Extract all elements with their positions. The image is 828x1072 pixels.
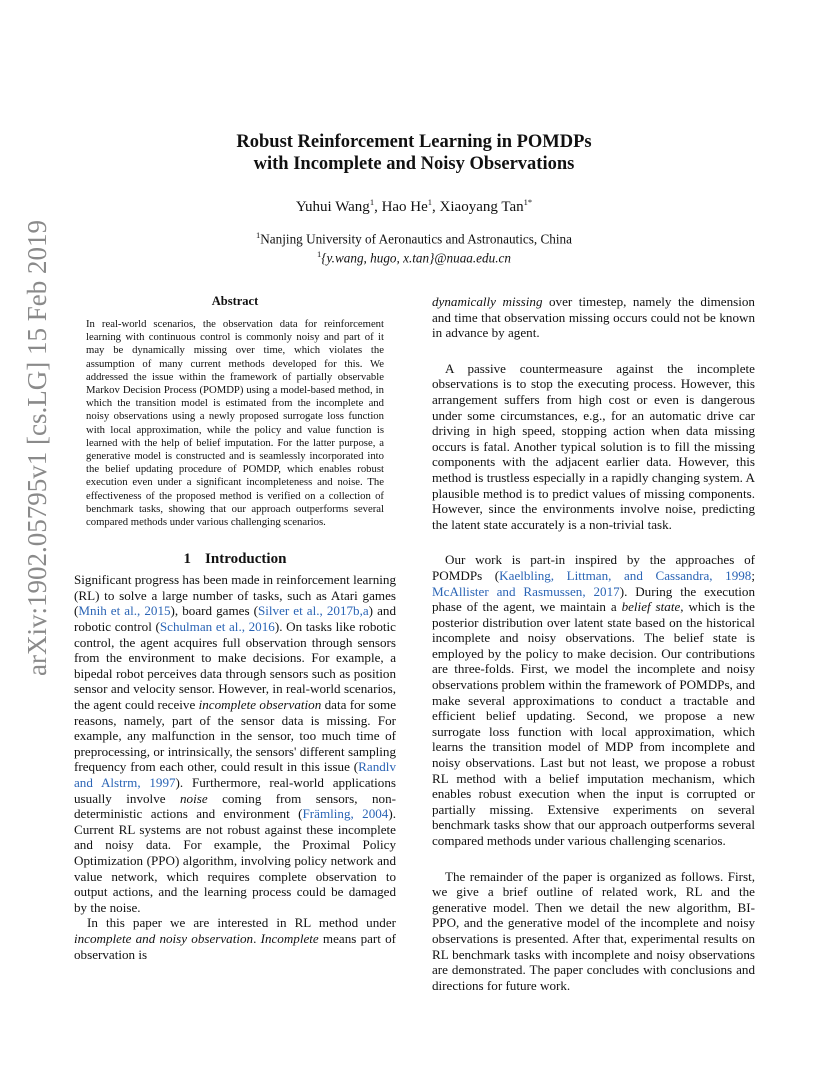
author-name: Yuhui Wang	[295, 199, 370, 215]
affiliation-block	[100, 228, 728, 266]
text-run: ). During the execution phase of the agent, we maintain a	[432, 583, 755, 615]
email-sup: 1	[317, 248, 322, 259]
section-number: 1	[183, 551, 192, 568]
text-run: .	[253, 930, 261, 946]
abstract-text: In real-world scenarios, the observation data for reinforcement learning with continuous control is commonly noisy and part of it may be dynamically missing over time, which violates the assumption of many current methods developed for this. We addressed the issue within the framework of partially observable Markov Decision Process (POMDP) using a model-based method, in which the transition model is estimated from the incomplete and noisy observations using a newly proposed surrogate loss function with local approximation, while the policy and value function is learned with the help of belief imputation. For the latter purpose, a generative model is constructed and is seamlessly incorporated into the belief updating procedure of POMDP, which enables robust execution even under a significant incompleteness and noise. The effectiveness of the proposed method is verified on a collection of benchmark tasks, showing that our approach outperforms several compared methods under various challenging scenarios.	[86, 318, 384, 529]
text-run: coming from sensors, non-deterministic actions and environment (	[74, 790, 396, 822]
intro-paragraph-3: A passive countermeasure against the incomplete observations is to stop the executing process. However, this arrangement suffers from high cost or even is dangerous under some circumstances, e.g., for an automatic drive car driving in high speed, stopping action when data missing occurs is fatal. Another typical solution is to fill the missing components with the adjacent earlier data. However, this method is trustless especially in a rapidly changing system. A plausible method is to predict values of missing components. However, since the environments involve noise, predicting the latent state accurately is a non-trivial task.	[432, 360, 755, 532]
text-run: data for some reasons, namely, part of the sensor data is missing. For example, any malfunction in the sensor, too much time of preprocessing, or intrinsically, the sensors' different sampling frequency from each other, could result in this issue (	[74, 697, 397, 775]
title-line-1: Robust Reinforcement Learning in POMDPs	[236, 132, 592, 152]
text-run: ). Furthermore, real-world applications usually involve	[74, 774, 396, 806]
text-run: ). Current RL systems are not robust against these incomplete and noisy data. For example, the Proximal Policy Optimization (PPO) algorithm, involving policy network and value network, which requires complete observation to output actions, and the learning process could be damaged by the noise.	[74, 806, 396, 915]
emphasis: belief state	[621, 599, 681, 615]
text-run: ) and robotic control (	[74, 603, 396, 635]
text-run: Our work is part-in inspired by the approaches of POMDPs (	[432, 552, 755, 583]
section-heading-introduction	[74, 551, 396, 568]
text-run: ). On tasks like robotic control, the agent acquires full observation through sensors from the environment to make decisions. For example, a bipedal robot perceives data through sensors such as position sensor and velocity sensor. However, in real-world scenarios, the agent could receive	[74, 619, 396, 712]
author-sup: 1*	[523, 197, 533, 207]
text-run: , which is the posterior distribution over latent state based on the historical incomplete and noisy observations. The belief state is employed by the policy to make decision. Our contributions are three-folds. First, we model the incomplete and noisy observations problem within the framework of POMDPs, and make several approximations to conduct a tractable and efficient belief updating. Second, we propose a new surrogate loss function with local approximation, which learns the transition model of MDP from incomplete and noisy observations. Last but not least, we propose a robust RL method with a belief imputation mechanism, which enables robust execution when the input is corrupted or partially missing. Extensive experiments on several benchmark tasks show that our approach outperforms several compared methods under various challenging scenarios.	[432, 599, 755, 848]
author-sup: 1	[369, 197, 375, 207]
citation-link[interactable]: Mnih et al., 2015	[78, 603, 171, 619]
arxiv-sidebar-stamp: arXiv:1902.05795v1 [cs.LG] 15 Feb 2019	[22, 220, 52, 676]
text-run: ), board games (	[170, 603, 258, 619]
emphasis: noise	[180, 790, 208, 806]
text-run: means part of observation is	[74, 930, 397, 962]
section-title: Introduction	[205, 551, 287, 568]
citation-link[interactable]: Randlv and Alstrm, 1997	[74, 759, 396, 790]
intro-paragraph-1	[74, 572, 396, 915]
citation-link[interactable]: McAllister and Rasmussen, 2017	[432, 583, 620, 599]
author-sup: 1	[427, 197, 433, 207]
citation-link[interactable]: Schulman et al., 2016	[159, 619, 275, 635]
text-run: over timestep, namely the dimension and time that observation missing occurs could not be known in advance by agent.	[432, 294, 755, 341]
text-run: Significant progress has been made in reinforcement learning (RL) to solve a large number of tasks, such as Atari games (	[74, 572, 396, 619]
abstract-heading: Abstract	[211, 294, 259, 308]
author-name: Xiaoyang Tan	[439, 199, 524, 215]
citation-link[interactable]: Främling, 2004	[302, 806, 389, 822]
text-run: In this paper we are interested in RL method under	[87, 915, 396, 931]
citation-link[interactable]: Kaelbling, Littman, and Cassandra, 1998	[499, 567, 752, 583]
title-line-2: with Incomplete and Noisy Observations	[253, 154, 575, 174]
intro-paragraph-2	[74, 915, 396, 962]
emphasis: dynamically missing	[432, 294, 543, 309]
citation-link[interactable]: Silver et al., 2017b,a	[257, 603, 369, 619]
author-list: Yuhui Wang$^1$, Hao He$^1$, Xiaoyang Tan$^{1*}$	[295, 197, 533, 215]
affiliation-line	[100, 228, 728, 247]
text-run: ;	[751, 567, 755, 583]
paper-title	[100, 131, 728, 175]
right-column	[432, 294, 755, 993]
email-line	[100, 247, 728, 266]
emphasis: incomplete observation	[198, 697, 322, 712]
affiliation-sup: 1	[256, 230, 261, 240]
affiliation-name: Nanjing University of Aeronautics and Astronautics, China	[260, 231, 572, 247]
email-address: {y.wang, hugo, x.tan}@nuaa.edu.cn	[321, 250, 511, 266]
author-name: Hao He	[381, 199, 428, 215]
intro-paragraph-5: The remainder of the paper is organized as follows. First, we give a brief outline of related work, RL and the generative model. Then we detail the new algorithm, BI-PPO, and the generative model of the incomplete and noisy observations is presented. After that, experimental results on RL benchmark tasks with incomplete and noisy observations are demonstrated. The paper concludes with conclusions and directions for future work.	[432, 868, 755, 993]
intro-paragraph-4	[432, 552, 755, 848]
left-column	[74, 294, 396, 962]
emphasis: incomplete and noisy observation	[74, 930, 254, 946]
emphasis: Incomplete	[260, 930, 319, 946]
intro-paragraph-2-continued	[432, 294, 755, 341]
